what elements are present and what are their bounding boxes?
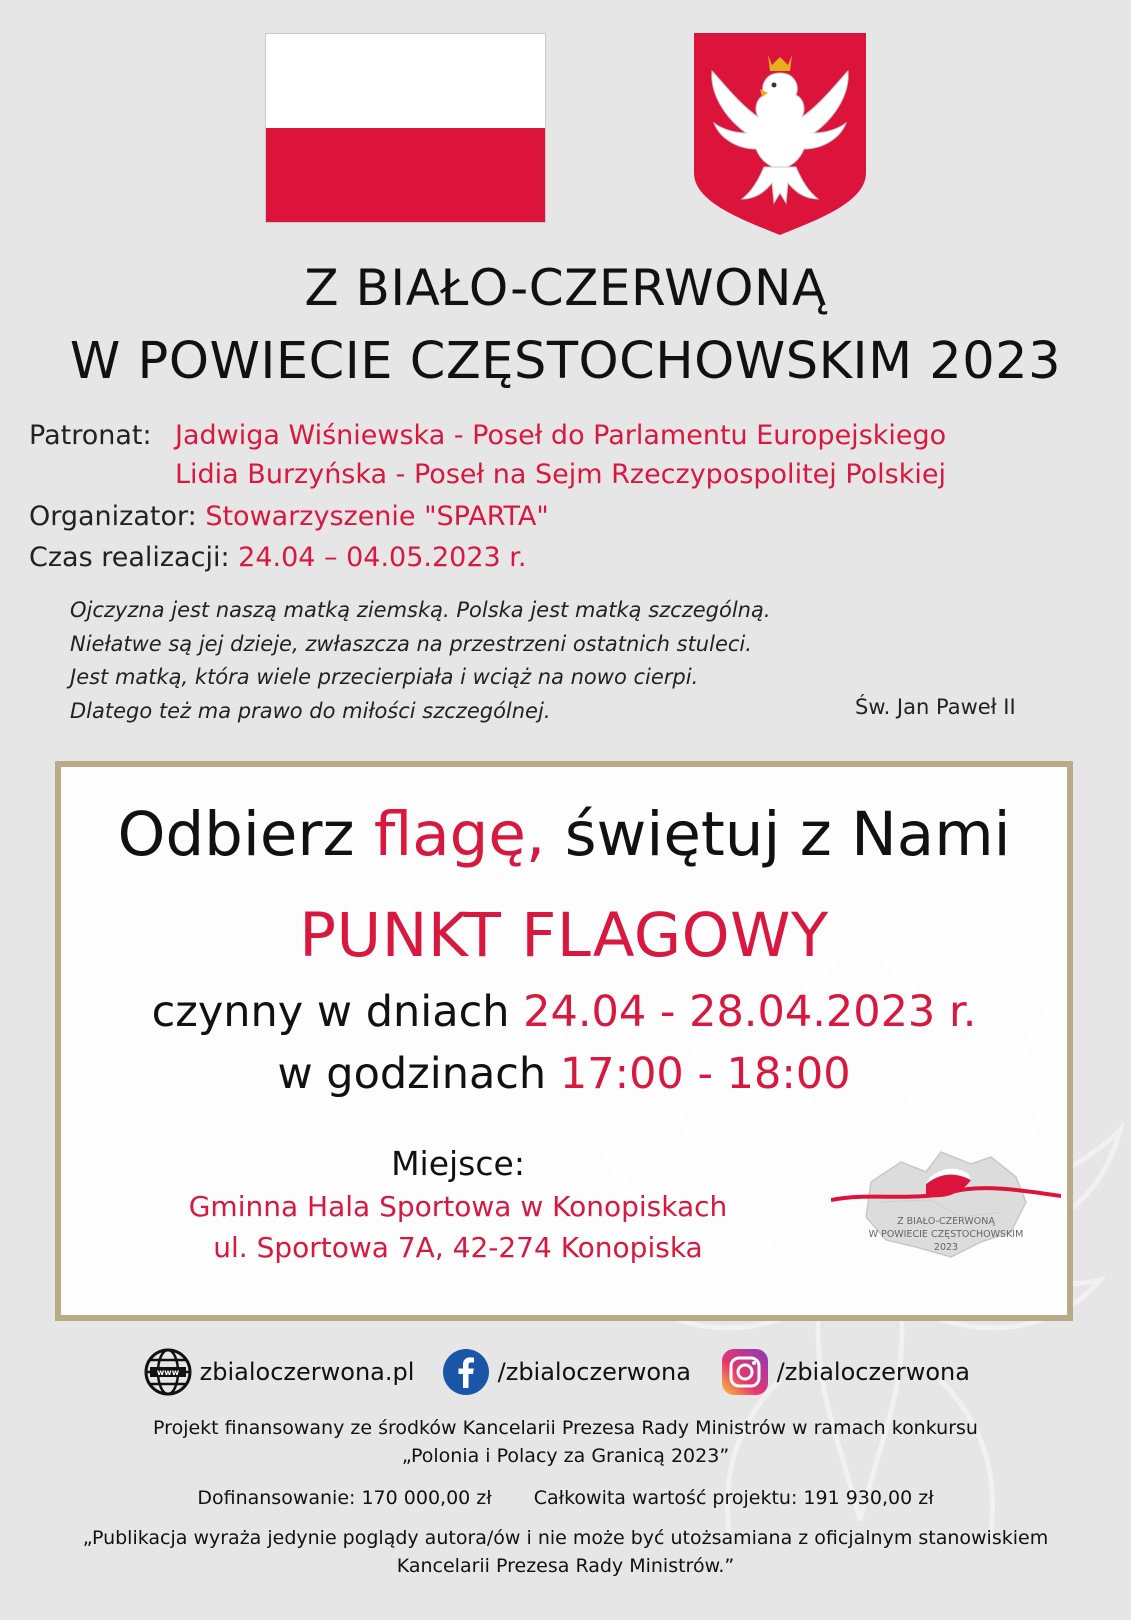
organizator-row xyxy=(29,498,549,536)
instagram-icon xyxy=(721,1348,769,1396)
page-title-line2: W POWIECIE CZĘSTOCHOWSKIM 2023 xyxy=(69,332,1062,391)
czas-row xyxy=(29,539,527,577)
quote-line: Ojczyzna jest naszą matką ziemską. Polska jest matką szczególną. xyxy=(70,598,771,622)
project-info-line1: Projekt finansowany ze środków Kancelarii Prezesa Rady Ministrów w ramach konkursu xyxy=(153,1417,978,1439)
patronat-row xyxy=(29,417,152,455)
project-info-line2: „Polonia i Polacy za Granicą 2023” xyxy=(401,1445,730,1467)
headline-part-a: Odbierz xyxy=(117,799,374,870)
globe-icon xyxy=(144,1348,192,1396)
patronat-line-2: Lidia Burzyńska - Poseł na Sejm Rzeczypospolitej Polskiej xyxy=(175,459,947,490)
project-logo-icon xyxy=(831,1122,1061,1282)
quote-line: Jest matką, która wiele przecierpiała i wciąż na nowo cierpi. xyxy=(70,665,699,689)
patronat-label: Patronat: xyxy=(29,420,152,451)
disclaimer-line1: „Publikacja wyraża jedynie poglądy autora/ów i nie może być utożsamiana z oficjalnym stanowiskiem xyxy=(82,1527,1049,1549)
godziny-row xyxy=(61,1046,1067,1102)
funding-row xyxy=(0,1484,1131,1512)
quote-line: Niełatwe są jej dzieje, zwłaszcza na przestrzeni ostatnich stuleci. xyxy=(70,631,752,656)
facebook-text: /zbialoczerwona xyxy=(497,1358,691,1386)
patronat-line-1: Jadwiga Wiśniewska - Poseł do Parlamentu Europejskiego xyxy=(175,420,947,451)
godziny-value: 17:00 - 18:00 xyxy=(559,1049,851,1099)
miejsce-line-1: Gminna Hala Sportowa w Konopiskach xyxy=(188,1190,728,1223)
punkt-flagowy-box xyxy=(55,761,1073,1321)
czynny-value: 24.04 - 28.04.2023 r. xyxy=(523,987,977,1037)
instagram-link[interactable] xyxy=(721,1346,970,1396)
organizator-value: Stowarzyszenie "SPARTA" xyxy=(205,501,549,532)
facebook-icon xyxy=(442,1348,490,1396)
organizator-label: Organizator: xyxy=(29,501,197,532)
page-title-line1: Z BIAŁO-CZERWONĄ xyxy=(304,259,827,317)
facebook-link[interactable] xyxy=(442,1346,691,1396)
czynny-row xyxy=(61,984,1067,1040)
headline-part-c: świętuj z Nami xyxy=(545,799,1011,870)
svg-text:www: www xyxy=(156,1368,180,1377)
miejsce-line-2: ul. Sportowa 7A, 42-274 Konopiska xyxy=(213,1231,703,1264)
calkowita-wartosc: Całkowita wartość projektu: 191 930,00 zł xyxy=(533,1487,934,1509)
quote xyxy=(70,594,771,728)
miejsce-label: Miejsce: xyxy=(391,1144,525,1183)
website-link[interactable] xyxy=(144,1346,414,1396)
czas-label: Czas realizacji: xyxy=(29,542,230,573)
punkt-flagowy-title: PUNKT FLAGOWY xyxy=(299,900,829,971)
instagram-text: /zbialoczerwona xyxy=(776,1358,970,1386)
czynny-label: czynny w dniach xyxy=(151,987,524,1037)
project-logo-text: Z BIAŁO-CZERWONĄ W POWIECIE CZĘSTOCHOWSKIM 2023 xyxy=(868,1216,1024,1253)
dofinansowanie: Dofinansowanie: 170 000,00 zł xyxy=(197,1487,492,1509)
godziny-label: w godzinach xyxy=(277,1049,560,1099)
polish-flag xyxy=(265,33,546,223)
quote-line: Dlatego też ma prawo do miłości szczególnej. xyxy=(70,698,551,723)
website-text: zbialoczerwona.pl xyxy=(199,1358,415,1386)
quote-author: Św. Jan Paweł II xyxy=(855,695,1016,719)
headline-part-b: flagę, xyxy=(373,799,546,870)
headline xyxy=(61,795,1067,875)
czas-value: 24.04 – 04.05.2023 r. xyxy=(238,542,527,573)
polish-coat-of-arms-icon xyxy=(694,33,866,235)
disclaimer-line2: Kancelarii Prezesa Rady Ministrów.” xyxy=(396,1555,735,1577)
